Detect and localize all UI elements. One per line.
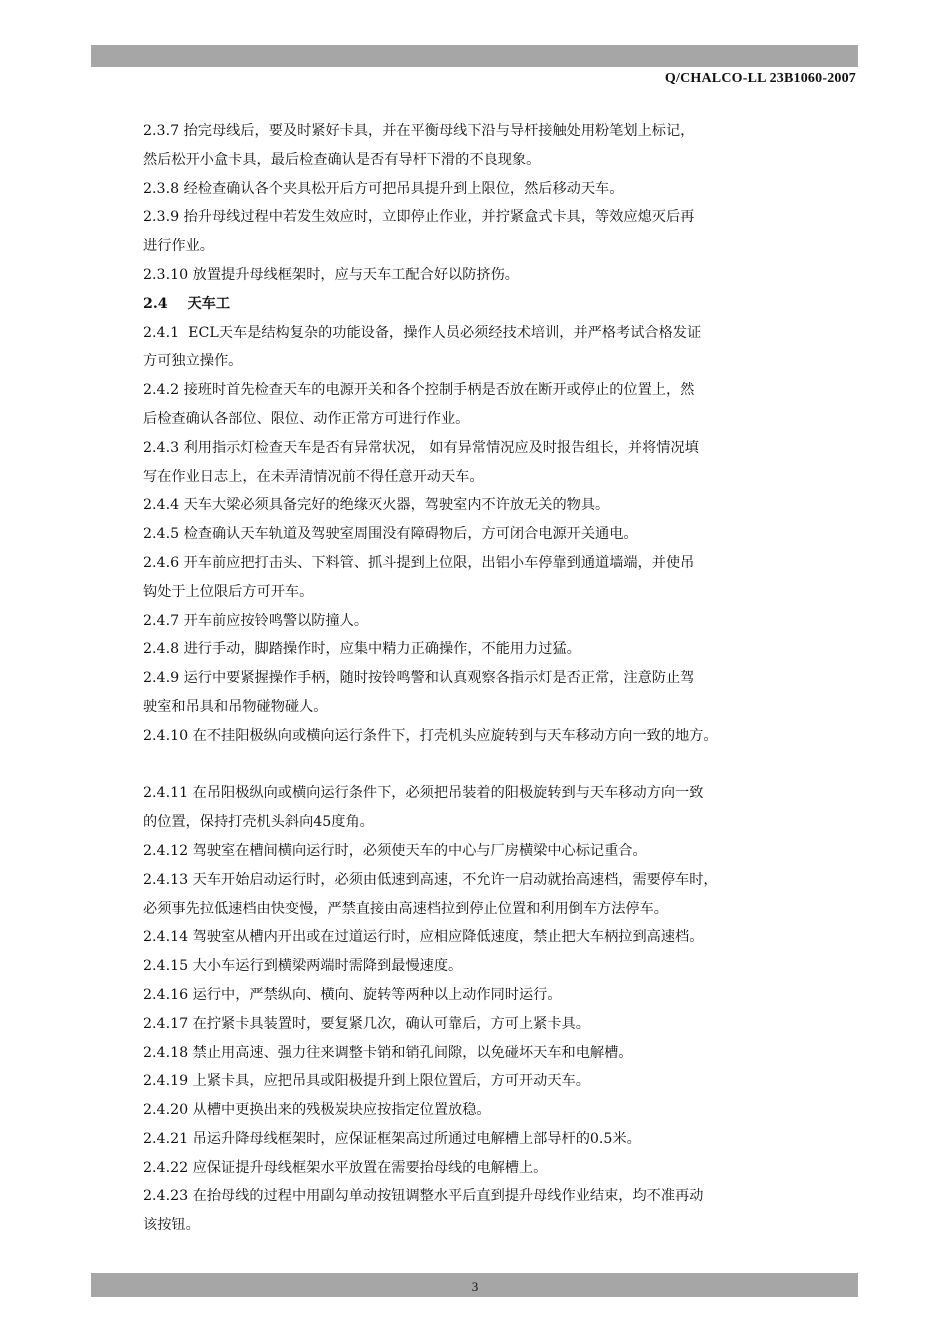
paragraph-line: 2.4.19 上紧卡具，应把吊具或阳极提升到上限位置后，方可开动天车。 <box>143 1073 590 1090</box>
paragraph-line: 2.4.1 ECL天车是结构复杂的功能设备，操作人员必须经技术培训，并严格考试合格发证 <box>143 324 702 341</box>
paragraph-line: 2.4.20 从槽中更换出来的残极炭块应按指定位置放稳。 <box>143 1102 491 1119</box>
paragraph-line: 2.4.5 检查确认天车轨道及驾驶室周围没有障碍物后，方可闭合电源开关通电。 <box>143 526 638 543</box>
paragraph-line: 2.4.4 天车大梁必须具备完好的绝缘灭火器，驾驶室内不许放无关的物具。 <box>143 497 610 514</box>
section-heading: 2.4 天车工 <box>143 295 231 312</box>
paragraph-line: 然后松开小盒卡具，最后检查确认是否有导杆下滑的不良现象。 <box>143 151 541 168</box>
paragraph-line: 2.3.10 放置提升母线框架时，应与天车工配合好以防挤伤。 <box>143 266 519 283</box>
page-number: 3 <box>471 1279 479 1294</box>
paragraph-line: 2.3.7 抬完母线后，要及时紧好卡具，并在平衡母线下沿与导杆接触处用粉笔划上标记， <box>143 123 695 139</box>
header-bar <box>91 45 858 67</box>
paragraph-line: 后检查确认各部位、限位、动作正常方可进行作业。 <box>143 410 470 427</box>
document-code: Q/CHALCO-LL 23B1060-2007 <box>664 71 856 86</box>
paragraph-line: 2.3.8 经检查确认各个夹具松开后方可把吊具提升到上限位，然后移动天车。 <box>143 180 624 197</box>
paragraph-line: 驶室和吊具和吊物碰物碰人。 <box>143 698 328 715</box>
paragraph-line: 2.4.23 在抬母线的过程中用副勾单动按钮调整水平后直到提升母线作业结束，均不准再动 <box>143 1188 704 1205</box>
paragraph-line: 2.3.9 抬升母线过程中若发生效应时，立即停止作业，并拧紧盒式卡具，等效应熄灭后再 <box>143 209 695 226</box>
paragraph-line: 2.4.22 应保证提升母线框架水平放置在需要抬母线的电解槽上。 <box>143 1159 548 1176</box>
paragraph-line: 写在作业日志上，在未弄清情况前不得任意开动天车。 <box>143 468 484 485</box>
paragraph-line: 的位置，保持打壳机头斜向45度角。 <box>143 814 374 831</box>
paragraph-line: 2.4.12 驾驶室在槽间横向运行时，必须使天车的中心与厂房横梁中心标记重合。 <box>143 842 647 859</box>
paragraph-line: 2.4.13 天车开始启动运行时，必须由低速到高速，不允许一启动就抬高速档，需要停车时， <box>143 871 718 888</box>
blank-line <box>143 751 823 780</box>
paragraph-line: 2.4.3 利用指示灯检查天车是否有异常状况， 如有异常情况应及时报告组长，并将情况填 <box>143 439 699 456</box>
paragraph-line: 该按钮。 <box>143 1217 200 1234</box>
paragraph-line: 进行作业。 <box>143 238 214 255</box>
paragraph-line: 方可独立操作。 <box>143 353 243 370</box>
paragraph-line: 2.4.6 开车前应把打击头、下料管、抓斗提到上位限，出铝小车停靠到通道墙端，并使吊 <box>143 554 695 571</box>
paragraph-line: 2.4.9 运行中要紧握操作手柄，随时按铃鸣警和认真观察各指示灯是否正常，注意防止驾 <box>143 670 695 687</box>
paragraph-line: 2.4.11 在吊阳极纵向或横向运行条件下，必须把吊装着的阳极旋转到与天车移动方向一致 <box>143 785 704 802</box>
paragraph-line: 2.4.21 吊运升降母线框架时，应保证框架高过所通过电解槽上部导杆的0.5米。 <box>143 1130 641 1147</box>
paragraph-line: 2.4.14 驾驶室从槽内开出或在过道运行时，应相应降低速度，禁止把大车柄拉到高速档。 <box>143 929 704 946</box>
paragraph-line: 2.4.7 开车前应按铃鸣警以防撞人。 <box>143 612 369 629</box>
paragraph-line: 2.4.8 进行手动，脚踏操作时，应集中精力正确操作，不能用力过猛。 <box>143 641 581 658</box>
document-body <box>143 117 823 1240</box>
paragraph-line: 钩处于上位限后方可开车。 <box>143 583 314 600</box>
paragraph-line: 2.4.16 运行中，严禁纵向、横向、旋转等两种以上动作同时运行。 <box>143 986 562 1003</box>
paragraph-line: 2.4.15 大小车运行到横梁两端时需降到最慢速度。 <box>143 958 463 975</box>
paragraph-line: 必须事先拉低速档由快变慢，严禁直接由高速档拉到停止位置和利用倒车方法停车。 <box>143 900 668 917</box>
paragraph-line: 2.4.2 接班时首先检查天车的电源开关和各个控制手柄是否放在断开或停止的位置上，然 <box>143 382 695 399</box>
paragraph-line: 2.4.18 禁止用高速、强力往来调整卡销和销孔间隙，以免碰坏天车和电解槽。 <box>143 1044 633 1061</box>
paragraph-line: 2.4.17 在拧紧卡具装置时，要复紧几次，确认可靠后，方可上紧卡具。 <box>143 1015 590 1032</box>
paragraph-line: 2.4.10 在不挂阳极纵向或横向运行条件下，打壳机头应旋转到与天车移动方向一致的地方。 <box>143 727 718 744</box>
